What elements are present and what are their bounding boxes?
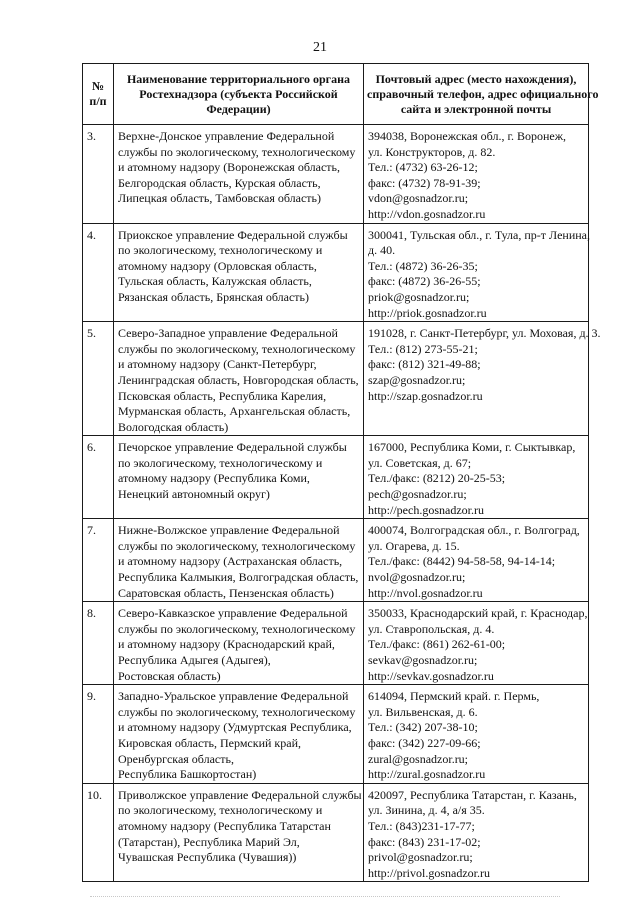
text-line: Кировская область, Пермский край,	[118, 735, 301, 750]
text-line: Рязанская область, Брянская область)	[118, 289, 310, 304]
text-line: службы по экологическому, технологическому	[118, 538, 356, 553]
text-line: sevkav@gosnadzor.ru;	[368, 653, 478, 667]
text-line: Ростехнадзора (субъекта Российской	[139, 86, 338, 101]
text-line: по экологическому, технологическому и	[118, 455, 323, 470]
row-number: 6.	[83, 436, 114, 519]
text-line: 394038, Воронежская обл., г. Воронеж,	[368, 129, 567, 143]
text-line: Белгородская область, Курская область,	[118, 175, 321, 190]
text-line: http://vdon.gosnadzor.ru	[368, 206, 486, 221]
text-line: Федерации)	[206, 101, 271, 116]
text-line: факс: (4732) 78-91-39;	[368, 175, 481, 190]
header-number	[83, 64, 114, 125]
body-name-cell	[114, 685, 364, 784]
text-line: Наименование территориального органа	[126, 71, 351, 86]
body-name-cell	[114, 519, 364, 602]
text-line: Вологодская область)	[118, 419, 229, 434]
text-line: http://priok.gosnadzor.ru	[368, 305, 487, 320]
text-line: службы по экологическому, технологическому	[118, 341, 356, 356]
table-row	[83, 125, 589, 224]
text-line: службы по экологическому, технологическому	[118, 704, 356, 719]
text-line: Оренбургская область,	[118, 751, 234, 766]
address-cell	[364, 223, 589, 322]
text-line: №	[91, 79, 105, 93]
text-line: Республика Калмыкия, Волгоградская область,	[118, 570, 359, 585]
text-line: Псковская область, Республика Карелия,	[118, 388, 327, 403]
text-line: Тел.: (342) 207-38-10;	[368, 720, 478, 735]
text-line: http://privol.gosnadzor.ru	[368, 865, 490, 880]
text-line: факс: (4872) 36-26-55;	[368, 274, 481, 289]
text-line: Северо-Западное управление Федеральной	[118, 326, 338, 341]
table-row	[83, 519, 589, 602]
table-row	[83, 322, 589, 436]
row-number: 4.	[83, 223, 114, 322]
text-line: 191028, г. Санкт-Петербург, ул. Моховая, д. 3.	[368, 326, 601, 341]
address-cell	[364, 436, 589, 519]
text-line: службы по экологическому, технологическому	[118, 621, 356, 636]
text-line: pech@gosnadzor.ru;	[368, 487, 467, 502]
body-name-cell	[114, 783, 364, 882]
header-address	[364, 64, 599, 125]
text-line: Тел.: (812) 273-55-21;	[368, 341, 478, 356]
text-line: ул. Ставропольская, д. 4.	[368, 621, 495, 636]
text-line: (Татарстан), Республика Марий Эл,	[118, 834, 300, 849]
text-line: и атомному надзору (Астраханская область,	[118, 554, 343, 569]
table-row	[83, 223, 589, 322]
row-number: 9.	[83, 685, 114, 784]
text-line: http://zural.gosnadzor.ru	[368, 767, 486, 782]
text-line: Приокское управление Федеральной службы	[118, 227, 348, 242]
address-cell	[364, 519, 589, 602]
text-line: 420097, Республика Татарстан, г. Казань,	[368, 787, 577, 802]
text-line: 300041, Тульская обл., г. Тула, пр-т Ленина,	[368, 227, 591, 242]
text-line: Ростовская область)	[118, 668, 221, 683]
text-line: zural@gosnadzor.ru;	[368, 751, 469, 766]
address-cell	[364, 125, 589, 224]
text-line: http://szap.gosnadzor.ru	[368, 388, 483, 403]
table-header-row	[83, 64, 589, 125]
text-line: 350033, Краснодарский край, г. Краснодар,	[368, 606, 588, 621]
text-line: факс: (812) 321-49-88;	[368, 357, 481, 372]
text-line: http://sevkav.gosnadzor.ru	[368, 668, 494, 683]
row-number: 5.	[83, 322, 114, 436]
text-line: по экологическому, технологическому и	[118, 243, 323, 258]
text-line: ул. Конструкторов, д. 82.	[368, 144, 496, 159]
text-line: Тел.: (843)231-17-77;	[368, 818, 475, 833]
text-line: и атомному надзору (Краснодарский край,	[118, 637, 335, 652]
text-line: ул. Советская, д. 67;	[368, 455, 472, 470]
row-number: 7.	[83, 519, 114, 602]
text-line: службы по экологическому, технологическому	[118, 144, 356, 159]
text-line: по экологическому, технологическому и	[118, 803, 323, 818]
text-line: справочный телефон, адрес официального	[367, 86, 599, 101]
body-name-cell	[114, 223, 364, 322]
text-line: Печорское управление Федеральной службы	[118, 440, 347, 455]
text-line: Тел./факс: (861) 262-61-00;	[368, 637, 506, 652]
text-line: Ленинградская область, Новгородская область,	[118, 372, 359, 387]
text-line: Тульская область, Калужская область,	[118, 274, 312, 289]
body-name-cell	[114, 125, 364, 224]
text-line: факс: (342) 227-09-66;	[368, 735, 481, 750]
text-line: Саратовская область, Пензенская область)	[118, 585, 334, 600]
row-number: 3.	[83, 125, 114, 224]
address-cell	[364, 322, 601, 436]
text-line: Тел.: (4732) 63-26-12;	[368, 160, 478, 175]
address-cell	[364, 783, 589, 882]
territorial-bodies-table	[82, 63, 601, 882]
text-line: Тел.: (4872) 36-26-35;	[368, 258, 478, 273]
table-row	[83, 436, 589, 519]
text-line: Северо-Кавказское управление Федеральной	[118, 606, 348, 621]
page-number: 21	[313, 40, 327, 55]
text-line: 167000, Республика Коми, г. Сыктывкар,	[368, 440, 576, 455]
page-bottom-edge	[90, 896, 560, 899]
table-row	[83, 602, 589, 685]
text-line: ул. Зинина, д. 4, а/я 35.	[368, 803, 485, 818]
header-body-name	[114, 64, 364, 125]
address-cell	[364, 685, 589, 784]
text-line: Нижне-Волжское управление Федеральной	[118, 523, 340, 538]
text-line: priok@gosnadzor.ru;	[368, 289, 470, 304]
text-line: Мурманская область, Архангельская область,	[118, 404, 351, 419]
text-line: vdon@gosnadzor.ru;	[368, 191, 469, 206]
text-line: http://nvol.gosnadzor.ru	[368, 585, 483, 600]
body-name-cell	[114, 436, 364, 519]
text-line: Верхне-Донское управление Федеральной	[118, 129, 335, 143]
text-line: Западно-Уральское управление Федеральной	[118, 689, 349, 704]
text-line: Тел./факс: (8212) 20-25-53;	[368, 471, 506, 486]
text-line: д. 40.	[368, 243, 396, 258]
text-line: и атомному надзору (Воронежская область,	[118, 160, 340, 175]
address-cell	[364, 602, 589, 685]
text-line: факс: (843) 231-17-02;	[368, 834, 481, 849]
body-name-cell	[114, 602, 364, 685]
text-line: ул. Огарева, д. 15.	[368, 538, 460, 553]
text-line: и атомному надзору (Удмуртская Республика,	[118, 720, 352, 735]
text-line: Ненецкий автономный округ)	[118, 487, 270, 502]
text-line: атомному надзору (Республика Татарстан	[118, 818, 331, 833]
text-line: privol@gosnadzor.ru;	[368, 850, 473, 865]
text-line: Республика Башкортостан)	[118, 767, 257, 782]
text-line: nvol@gosnadzor.ru;	[368, 570, 466, 585]
table-row	[83, 783, 589, 882]
text-line: http://pech.gosnadzor.ru	[368, 502, 484, 517]
text-line: szap@gosnadzor.ru;	[368, 372, 466, 387]
text-line: 614094, Пермский край. г. Пермь,	[368, 689, 540, 704]
text-line: ул. Вильвенская, д. 6.	[368, 704, 478, 719]
text-line: Липецкая область, Тамбовская область)	[118, 191, 322, 206]
text-line: п/п	[89, 94, 107, 108]
text-line: Республика Адыгея (Адыгея),	[118, 653, 271, 667]
body-name-cell	[114, 322, 364, 436]
text-line: сайта и электронной почты	[400, 101, 552, 116]
text-line: Чувашская Республика (Чувашия))	[118, 850, 297, 865]
text-line: 400074, Волгоградская обл., г. Волгоград,	[368, 523, 580, 538]
text-line: Почтовый адрес (место нахождения),	[375, 71, 577, 86]
text-line: атомному надзору (Республика Коми,	[118, 471, 310, 486]
text-line: Приволжское управление Федеральной службы	[118, 787, 362, 802]
row-number: 10.	[83, 783, 114, 882]
text-line: атомному надзору (Орловская область,	[118, 258, 317, 273]
text-line: и атомному надзору (Санкт-Петербург,	[118, 357, 317, 372]
text-line: Тел./факс: (8442) 94-58-58, 94-14-14;	[368, 554, 556, 569]
table-row	[83, 685, 589, 784]
row-number: 8.	[83, 602, 114, 685]
